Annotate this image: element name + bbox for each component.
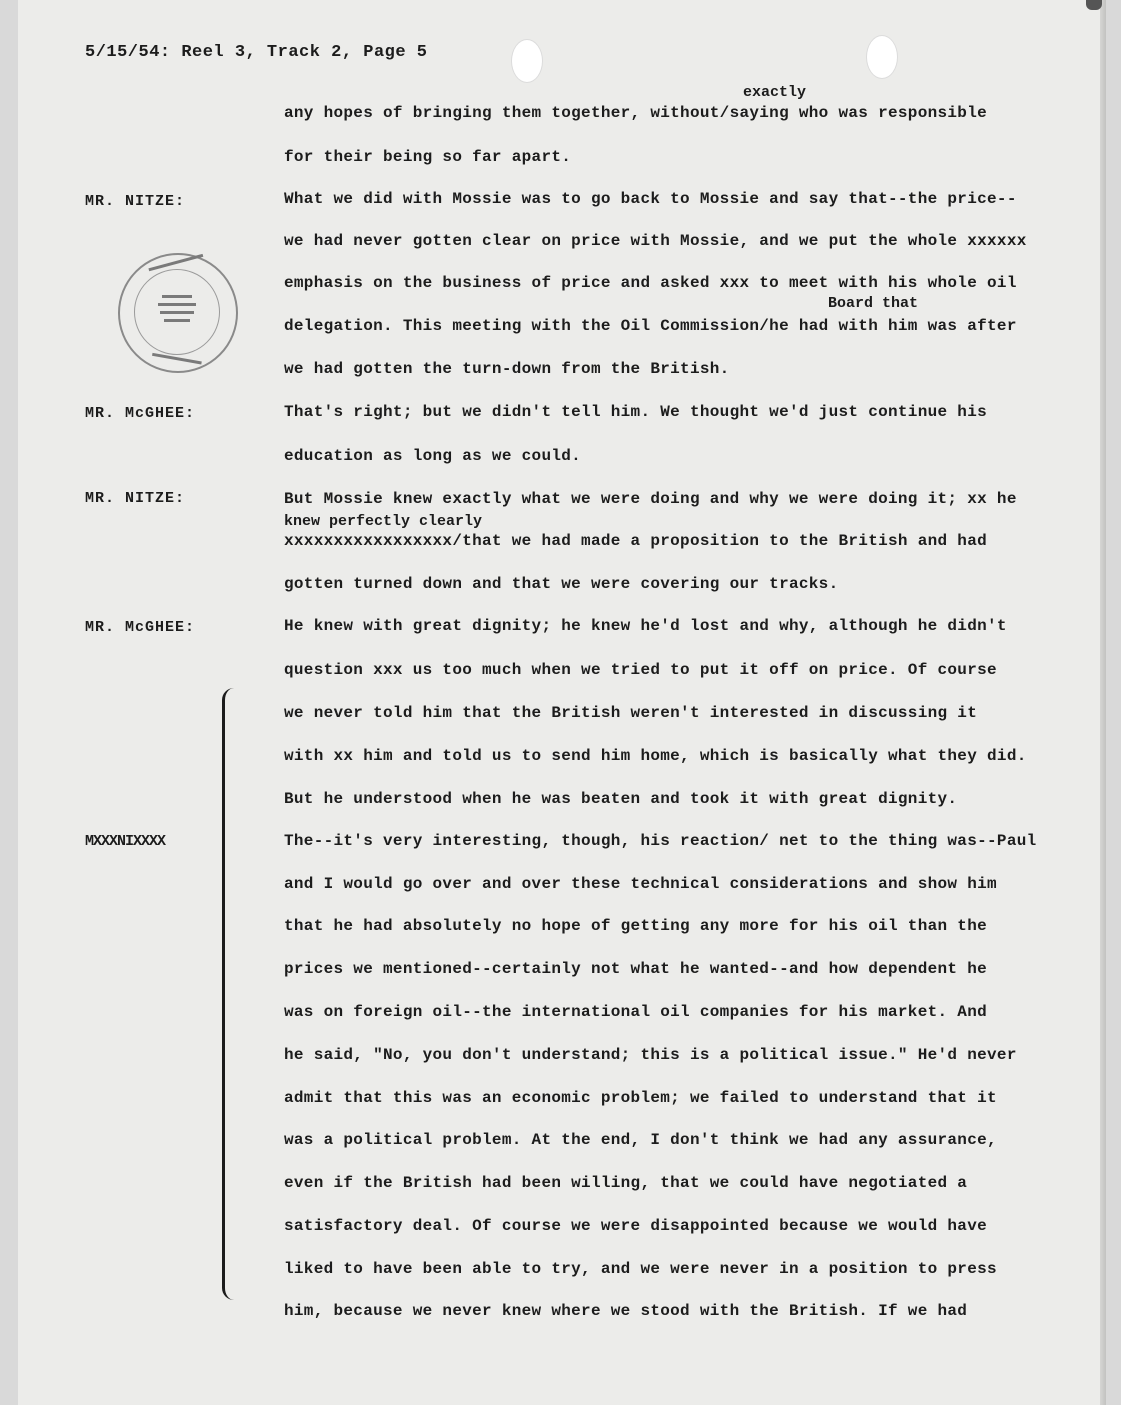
transcript-line: question xxx us too much when we tried to put it off on price. Of course	[284, 661, 997, 679]
transcript-line: He knew with great dignity; he knew he'd lost and why, although he didn't	[284, 617, 1007, 635]
transcript-line: he said, "No, you don't understand; this is a political issue." He'd never	[284, 1046, 1017, 1064]
speaker-label-struck: MXXXNIXXXX	[85, 833, 166, 850]
transcript-line: and I would go over and over these technical considerations and show him	[284, 875, 997, 893]
margin-bracket	[222, 688, 239, 1300]
page-header: 5/15/54: Reel 3, Track 2, Page 5	[85, 43, 428, 62]
transcript-line: But Mossie knew exactly what we were doing and why we were doing it; xx he	[284, 490, 1017, 508]
transcript-line: we had gotten the turn-down from the British.	[284, 360, 730, 378]
transcript-line: prices we mentioned--certainly not what he wanted--and how dependent he	[284, 960, 988, 978]
transcript-line: delegation. This meeting with the Oil Commission/he had with him was after	[284, 317, 1017, 335]
speaker-label: MR. NITZE:	[85, 193, 186, 210]
speaker-label: MR. NITZE:	[85, 490, 186, 507]
transcript-line: satisfactory deal. Of course we were disappointed because we would have	[284, 1217, 988, 1235]
transcript-line: The--it's very interesting, though, his reaction/ net to the thing was--Paul	[284, 832, 1037, 850]
document-page	[18, 0, 1106, 1405]
transcript-line: even if the British had been willing, that we could have negotiated a	[284, 1174, 968, 1192]
insertion-exactly: exactly	[743, 84, 807, 101]
insertion-board-that: Board that	[828, 295, 919, 312]
transcript-line: we had never gotten clear on price with Mossie, and we put the whole xxxxxx	[284, 232, 1027, 250]
transcript-line: any hopes of bringing them together, without/saying who was responsible	[284, 104, 988, 122]
speaker-label: MR. McGHEE:	[85, 405, 196, 422]
transcript-line: emphasis on the business of price and asked xxx to meet with his whole oil	[284, 274, 1017, 292]
transcript-line: But he understood when he was beaten and took it with great dignity.	[284, 790, 958, 808]
transcript-line: with xx him and told us to send him home, which is basically what they did.	[284, 747, 1027, 765]
transcript-line: was on foreign oil--the international oil companies for his market. And	[284, 1003, 988, 1021]
corner-clip-mark	[1086, 0, 1102, 10]
transcript-line: that he had absolutely no hope of getting any more for his oil than the	[284, 917, 988, 935]
transcript-line: was a political problem. At the end, I don't think we had any assurance,	[284, 1131, 997, 1149]
transcript-line: for their being so far apart.	[284, 148, 572, 166]
transcript-line: What we did with Mossie was to go back to Mossie and say that--the price--	[284, 190, 1017, 208]
transcript-line: education as long as we could.	[284, 447, 582, 465]
transcript-line: That's right; but we didn't tell him. We thought we'd just continue his	[284, 403, 988, 421]
transcript-line: gotten turned down and that we were covering our tracks.	[284, 575, 839, 593]
punch-hole-left	[512, 40, 542, 82]
page-edge-shadow	[1100, 0, 1106, 1405]
transcript-line: xxxxxxxxxxxxxxxxx/that we had made a proposition to the British and had	[284, 532, 988, 550]
insertion-knew-clearly: knew perfectly clearly	[284, 513, 483, 530]
transcript-line: we never told him that the British weren't interested in discussing it	[284, 704, 978, 722]
transcript-line: admit that this was an economic problem; we failed to understand that it	[284, 1089, 997, 1107]
speaker-label: MR. McGHEE:	[85, 619, 196, 636]
punch-hole-right	[867, 36, 897, 78]
truman-library-stamp	[118, 253, 238, 373]
transcript-line: him, because we never knew where we stood with the British. If we had	[284, 1302, 968, 1320]
transcript-line: liked to have been able to try, and we were never in a position to press	[284, 1260, 997, 1278]
stamp-lettering-graphic	[118, 253, 234, 369]
